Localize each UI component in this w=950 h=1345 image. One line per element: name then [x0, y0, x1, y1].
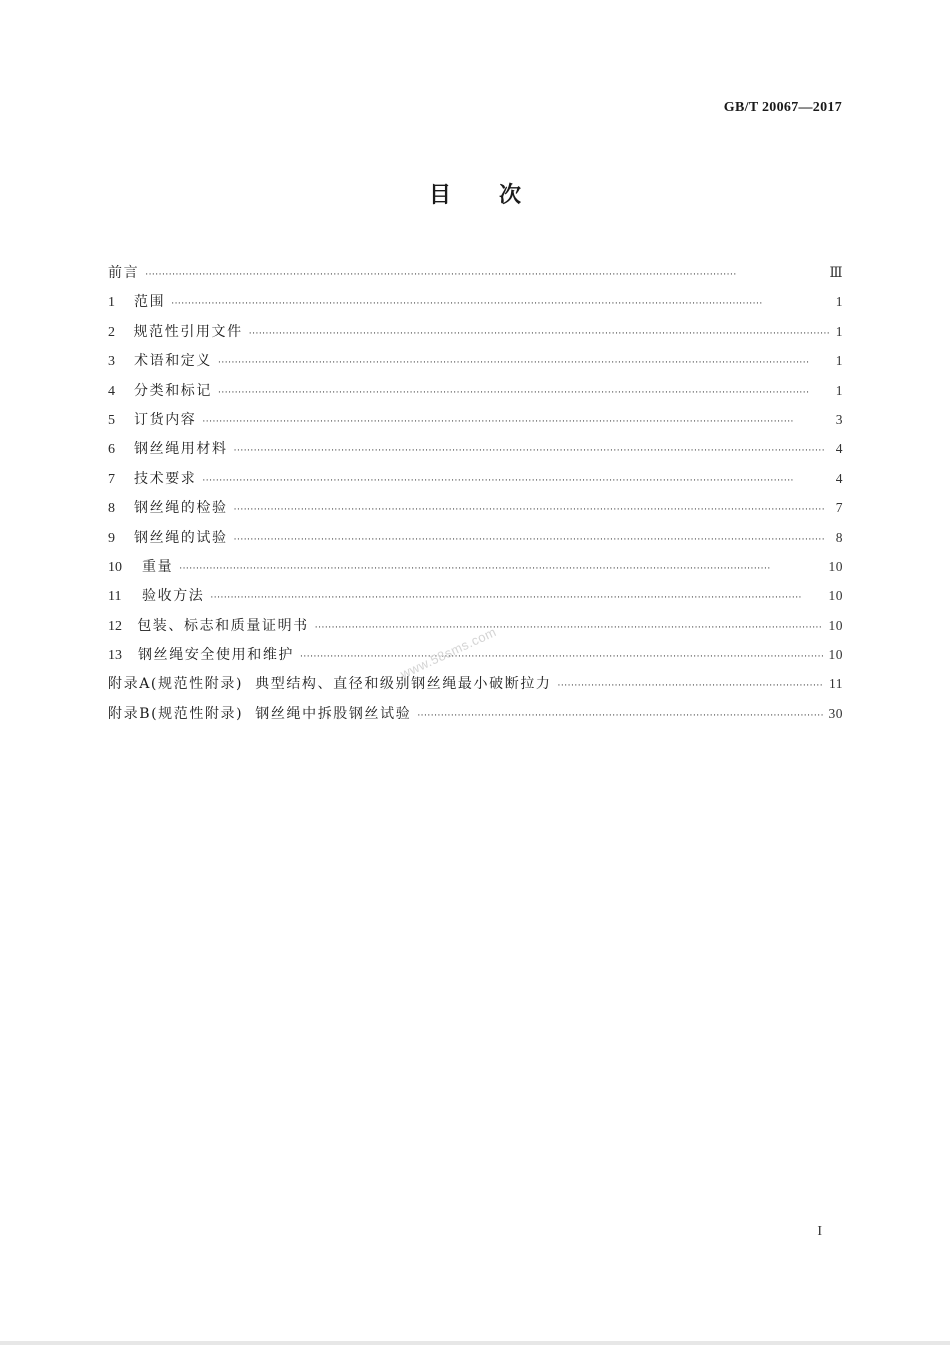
toc-entry-page: 3: [835, 411, 843, 427]
toc-entry-number: 6: [108, 442, 115, 458]
toc-entry-number: 2: [108, 324, 115, 340]
toc-entry-page: 10: [828, 558, 843, 574]
toc-leader-dots: [210, 584, 822, 613]
toc-entry-number: 3: [108, 354, 115, 370]
toc-entry-label: 技术要求: [134, 470, 197, 487]
toc-entry-label: 规范性引用文件: [133, 323, 243, 340]
toc-leader-dots: [234, 526, 830, 555]
toc-entry-page: Ⅲ: [829, 265, 843, 280]
toc-entry-label: 包装、标志和质量证明书: [137, 617, 309, 634]
toc-entry-2[interactable]: [108, 317, 843, 346]
toc-entry-page: 1: [835, 353, 843, 369]
toc-entry-label: 订货内容: [134, 411, 197, 428]
toc-leader-dots: [218, 379, 830, 408]
toc-entry-6[interactable]: [108, 434, 843, 463]
page-number: I: [817, 1224, 822, 1239]
toc-entry-label: 附录B(规范性附录) 钢丝绳中拆股钢丝试验: [108, 705, 412, 722]
toc-entry-3[interactable]: [108, 346, 843, 375]
toc-entry-label: 附录A(规范性附录) 典型结构、直径和级别钢丝绳最小破断拉力: [108, 676, 552, 693]
toc-leader-dots: [558, 672, 823, 701]
toc-entry-label: 钢丝绳安全使用和维护: [138, 647, 295, 664]
toc-leader-dots: [234, 437, 830, 466]
toc-entry-label: 钢丝绳的检验: [134, 500, 228, 517]
toc-entry-number: 5: [108, 412, 115, 428]
toc-entry-page: 4: [835, 441, 843, 457]
toc-entry-annex-b[interactable]: [108, 699, 843, 728]
toc-entry-11[interactable]: [108, 581, 843, 610]
toc-leader-dots: [218, 349, 830, 378]
toc-entry-number: 7: [108, 471, 115, 487]
toc-leader-dots: [234, 496, 830, 525]
toc-entry-8[interactable]: [108, 493, 843, 522]
toc-entry-page: 1: [835, 323, 843, 339]
toc-entry-page: 4: [835, 470, 843, 486]
toc-entry-label: 钢丝绳用材料: [134, 441, 228, 458]
toc-leader-dots: [417, 702, 822, 731]
toc-entry-9[interactable]: [108, 523, 843, 552]
toc-entry-number: 12: [108, 618, 122, 634]
toc-leader-dots: [171, 290, 830, 319]
toc-leader-dots: [202, 467, 829, 496]
toc-entry-page: 10: [828, 617, 843, 633]
toc-entry-7[interactable]: [108, 464, 843, 493]
toc-entry-number: 4: [108, 383, 115, 399]
toc-entry-page: 30: [828, 705, 843, 721]
toc-entry-10[interactable]: [108, 552, 843, 581]
toc-entry-number: 11: [108, 589, 122, 605]
toc-entry-page: 11: [829, 676, 843, 692]
toc-entry-page: 10: [828, 588, 843, 604]
toc-entry-label: 分类和标记: [134, 382, 212, 399]
toc-entry-page: 1: [835, 382, 843, 398]
toc-entry-label: 钢丝绳的试验: [134, 529, 228, 546]
watermark: www.58sms.com: [398, 624, 499, 682]
standard-number: GB/T 20067—2017: [723, 100, 842, 115]
toc-entry-label: 重量: [142, 558, 174, 575]
toc-leader-dots: [179, 555, 822, 584]
toc-entry-page: 10: [828, 647, 843, 663]
page-bottom-edge: [0, 1341, 950, 1345]
toc-entry-number: 8: [108, 501, 115, 517]
toc-entry-number: 9: [108, 530, 115, 546]
toc-entry-label: 术语和定义: [134, 353, 212, 370]
toc-entry-label: 前言: [108, 265, 140, 281]
table-of-contents: [108, 258, 843, 728]
toc-entry-page: 8: [835, 529, 843, 545]
toc-entry-page: 1: [835, 294, 843, 310]
toc-entry-number: 1: [108, 295, 115, 311]
toc-entry-5[interactable]: [108, 405, 843, 434]
toc-entry-1[interactable]: [108, 287, 843, 316]
toc-entry-4[interactable]: [108, 376, 843, 405]
toc-leader-dots: [249, 320, 830, 349]
page-title: 目次: [428, 183, 569, 208]
toc-entry-page: 7: [835, 500, 843, 516]
toc-entry-label: 验收方法: [142, 588, 205, 605]
toc-entry-number: 10: [108, 559, 122, 575]
toc-entry-label: 范围: [134, 294, 166, 311]
toc-leader-dots: [202, 408, 829, 437]
toc-entry-foreword[interactable]: [108, 258, 843, 287]
toc-leader-dots: [315, 614, 823, 643]
toc-entry-number: 13: [108, 648, 122, 664]
toc-leader-dots: [145, 261, 823, 290]
toc-entry-annex-a[interactable]: [108, 669, 843, 698]
toc-leader-dots: [300, 643, 822, 672]
